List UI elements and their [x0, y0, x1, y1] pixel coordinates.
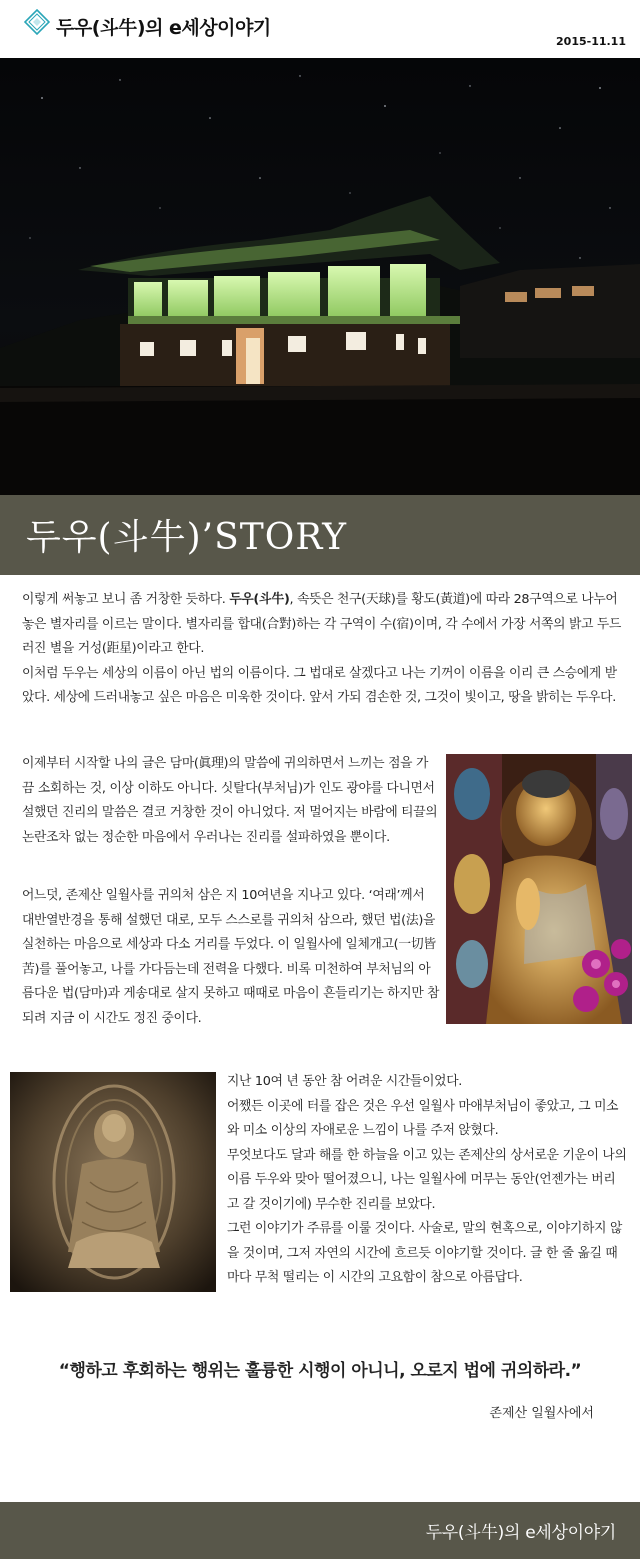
- quote-source: 존제산 일월사에서: [489, 1406, 594, 1421]
- golden-buddha-statue-photo: [446, 754, 632, 1024]
- intro-paragraph: [22, 588, 622, 711]
- footer: [0, 1502, 640, 1559]
- story-banner-title: 두우(斗牛)’STORY: [26, 517, 348, 558]
- diamond-logo-icon: [24, 9, 50, 35]
- intro-text-pre: 이렇게 써놓고 보니 좀 거창한 듯하다.: [22, 592, 230, 607]
- ilwolsa-paragraph: 어느덧, 존제산 일월사를 귀의처 삼은 지 10여년을 지나고 있다. ‘여래’께서 대반열반경을 통해 설했던 대로, 모두 스스로를 귀의처 삼으라, 했던 법(法)을 실천하는 마음으로 세상과 다소 거리를 두었다. 이 일월사에 일체개고(一切皆苦)를 풀어놓고, 나를 가다듬는데 전력을 다했다. 비록 미천하여 부처님의 아름다운 법(담마)과 게송대로 살지 못하고 때때로 마음이 흔들리기는 하지만 참되려 지금 이 시간도 정진 중이다.: [22, 888, 440, 1026]
- reflection-line-2: 어쨌든 이곳에 터를 잡은 것은 우선 일월사 마애부처님이 좋았고, 그 미소와 미소 이상의 자애로운 느낌이 나를 주저 앉혔다.: [227, 1098, 619, 1138]
- intro-text-second: 이처럼 두우는 세상의 이름이 아닌 법의 이름이다. 그 법대로 살겠다고 나는 기꺼이 이름을 이리 큰 스승에게 받았다. 세상에 드러내놓고 싶은 마음은 미욱한 것이다. 앞서 가되 겸손한 것, 그것이 빛이고, 땅을 밝히는 두우다.: [22, 665, 617, 705]
- reflection-line-1: 지난 10여 년 동안 참 어려운 시간들이었다.: [227, 1074, 463, 1089]
- dharma-paragraph: 이제부터 시작할 나의 글은 담마(眞理)의 말씀에 귀의하면서 느끼는 점을 가끔 소회하는 것, 이상 이하도 아니다. 싯탈다(부처님)가 인도 광야를 다니면서 설했던 진리의 말씀은 결코 거창한 것이 아니었다. 저 멀어지는 바람에 티끌의 논란조차 없는 정순한 마음에서 우러나는 진리를 설파하였을 뿐이다.: [22, 756, 438, 845]
- hero-night-temple-photo: [0, 58, 640, 495]
- reflection-line-4: 그런 이야기가 주류를 이룰 것이다. 사술로, 말의 현혹으로, 이야기하지 않을 것이며, 그저 자연의 시간에 흐르듯 이야기할 것이다. 글 한 줄 옮길 때마다 무척 떨리는 이 시간의 고요함이 참으로 아름답다.: [227, 1221, 623, 1285]
- rock-carved-buddha-relief-photo: [10, 1072, 216, 1292]
- header: [0, 0, 640, 58]
- post-date: 2015-11.11: [556, 35, 626, 48]
- site-title[interactable]: 두우(斗牛)의 e세상이야기: [56, 17, 271, 39]
- intro-text-bold: 두우(斗牛): [229, 592, 290, 607]
- story-banner: [0, 495, 640, 575]
- footer-site-title[interactable]: 두우(斗牛)의 e세상이야기: [425, 1523, 616, 1543]
- dharma-quote: “행하고 후회하는 행위는 훌륭한 시행이 아니니, 오로지 법에 귀의하라.”: [58, 1361, 582, 1381]
- reflection-line-3: 무엇보다도 달과 해를 한 하늘을 이고 있는 존제산의 상서로운 기운이 나의 이름 두우와 맞아 떨어졌으니, 나는 일월사에 머무는 동안(언젠가는 버리고 갈 것이기에) 무수한 진리를 보았다.: [227, 1147, 627, 1212]
- intro-text-post: , 속뜻은 천구(天球)를 황도(黃道)에 따라 28구역으로 나누어 놓은 별자리를 이르는 말이다. 별자리를 합대(合對)하는 각 구역이 수(宿)이며, 각 수에서 가장 서쪽의 밝고 두드러진 별을 거성(距星)이라고 한다.: [22, 592, 622, 656]
- reflection-paragraph: [227, 1070, 627, 1291]
